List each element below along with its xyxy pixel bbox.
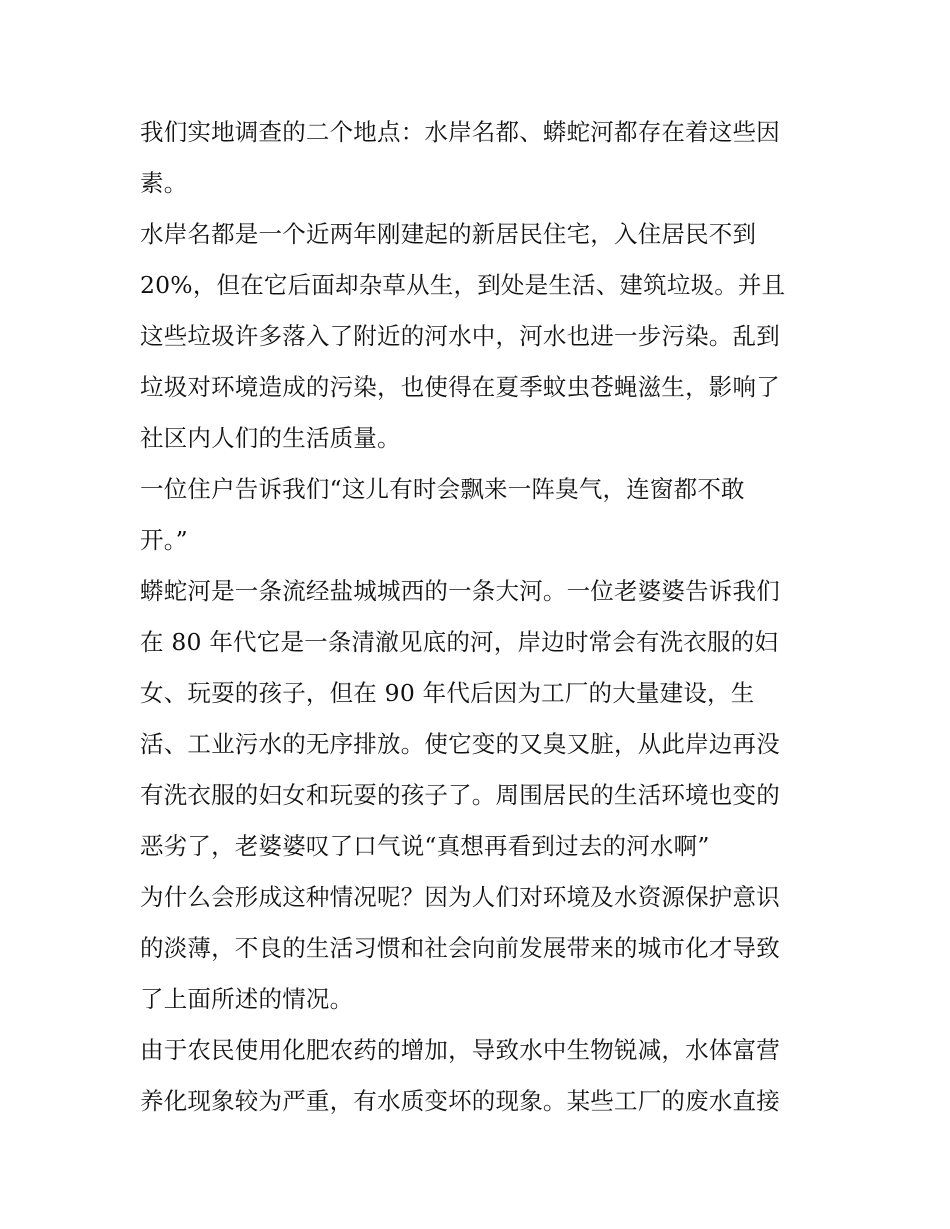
text-line: 恶劣了，老婆婆叹了口气说“真想再看到过去的河水啊” xyxy=(140,832,710,860)
text-line: 女、玩耍的孩子，但在 90 年代后因为工厂的大量建设，生 xyxy=(140,679,755,707)
document-body xyxy=(140,107,820,1127)
text-line: 养化现象较为严重，有水质变坏的现象。某些工厂的废水直接 xyxy=(140,1087,780,1115)
text-line: 素。 xyxy=(140,169,188,197)
text-line: 这些垃圾许多落入了附近的河水中，河水也进一步污染。乱到 xyxy=(140,322,780,350)
text-line: 一位住户告诉我们“这儿有时会飘来一阵臭气，连窗都不敢 xyxy=(140,475,745,503)
text-line: 开。” xyxy=(140,526,188,554)
text-line: 由于农民使用化肥农药的增加，导致水中生物锐减，水体富营 xyxy=(140,1036,780,1064)
text-line: 社区内人们的生活质量。 xyxy=(140,424,401,452)
text-line: 有洗衣服的妇女和玩耍的孩子了。周围居民的生活环境也变的 xyxy=(140,781,780,809)
text-line: 活、工业污水的无序排放。使它变的又臭又脏，从此岸边再没 xyxy=(140,730,780,758)
text-line: 20%，但在它后面却杂草从生，到处是生活、建筑垃圾。并且 xyxy=(140,271,786,299)
text-line: 垃圾对环境造成的污染，也使得在夏季蚊虫苍蝇滋生，影响了 xyxy=(140,373,780,401)
text-line: 我们实地调查的二个地点：水岸名都、蟒蛇河都存在着这些因 xyxy=(140,118,780,146)
text-line: 为什么会形成这种情况呢？因为人们对环境及水资源保护意识 xyxy=(140,883,780,911)
text-line: 水岸名都是一个近两年刚建起的新居民住宅，入住居民不到 xyxy=(140,220,757,248)
text-line: 蟒蛇河是一条流经盐城城西的一条大河。一位老婆婆告诉我们 xyxy=(140,577,780,605)
text-line: 了上面所述的情况。 xyxy=(140,985,354,1013)
text-line: 的淡薄，不良的生活习惯和社会向前发展带来的城市化才导致 xyxy=(140,934,780,962)
text-line: 在 80 年代它是一条清澈见底的河，岸边时常会有洗衣服的妇 xyxy=(140,628,779,656)
